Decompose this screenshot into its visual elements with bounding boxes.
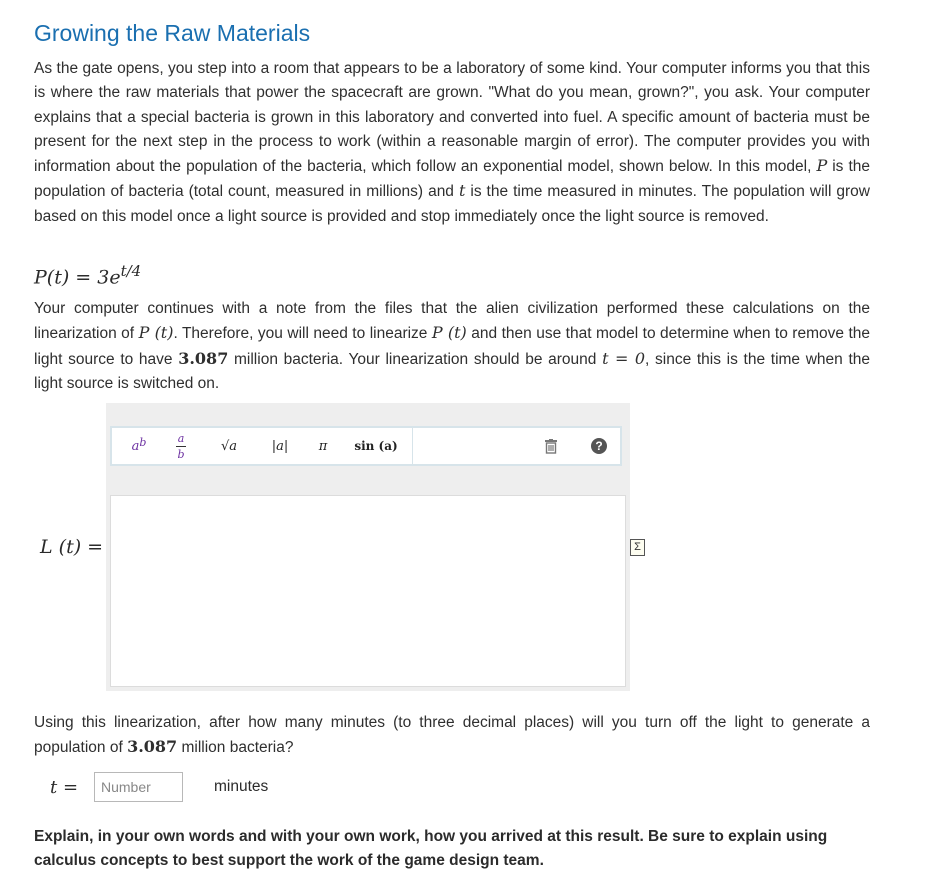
note-math-4: t = 0 bbox=[602, 348, 646, 368]
intro-var-p: P bbox=[816, 156, 828, 176]
note-text-5: , since this is the time when the light source is switched on. bbox=[34, 350, 871, 392]
fraction-button[interactable] bbox=[166, 430, 196, 462]
fraction-den: b bbox=[177, 447, 185, 461]
math-toolbar bbox=[110, 426, 622, 466]
explain-instructions: Explain, in your own words and with your own work, how you arrived at this result. Be sure to explain using calculus concepts to best support the work of the game design team. bbox=[34, 828, 828, 870]
abs-label: |a| bbox=[271, 438, 289, 454]
fraction-bar bbox=[176, 446, 186, 447]
help-button[interactable] bbox=[586, 430, 612, 462]
trash-button[interactable] bbox=[538, 430, 564, 462]
intro-text-3: is the time measured in minutes. The population will grow based on this model once a light source is provided and stop immediately once the light source is removed. bbox=[34, 183, 870, 225]
sqrt-button[interactable] bbox=[208, 430, 250, 462]
sin-label: sin (a) bbox=[354, 439, 398, 453]
trash-icon bbox=[544, 439, 558, 454]
pi-button[interactable] bbox=[308, 430, 338, 462]
linearization-label: L (t) = bbox=[40, 536, 104, 558]
power-base: a bbox=[131, 438, 140, 454]
model-formula bbox=[34, 262, 141, 288]
linearization-input[interactable] bbox=[110, 495, 626, 687]
intro-paragraph bbox=[34, 57, 870, 229]
time-units: minutes bbox=[214, 778, 269, 795]
abs-button[interactable] bbox=[262, 430, 298, 462]
question-text-1: Using this linearization, after how many minutes (to three decimal places) will you turn off the light to generate a population of bbox=[34, 714, 870, 757]
intro-text-2: is the population of bacteria (total count, measured in millions) and bbox=[34, 158, 871, 201]
power-button[interactable] bbox=[122, 430, 156, 462]
time-input[interactable] bbox=[94, 772, 183, 802]
note-math-3: 3.087 bbox=[178, 348, 229, 368]
note-text-1: Your computer continues with a note from the files that the alien civilization performed these calculations on the linearization of bbox=[34, 300, 870, 343]
equation-preview-icon[interactable]: Σ bbox=[630, 539, 645, 556]
note-text-3: and then use that model to determine when to remove the light source to have bbox=[34, 325, 870, 368]
time-label: t = bbox=[50, 777, 79, 798]
sin-button[interactable] bbox=[348, 430, 404, 462]
question-paragraph bbox=[34, 711, 870, 761]
note-math-1: P (t) bbox=[138, 323, 174, 343]
fraction-num: a bbox=[177, 431, 185, 445]
power-exp: b bbox=[139, 435, 147, 449]
help-icon: ? bbox=[591, 438, 607, 454]
note-paragraph bbox=[34, 297, 870, 396]
formula-exponent: t/4 bbox=[120, 262, 142, 280]
note-text-2: . Therefore, you will need to linearize bbox=[173, 325, 432, 343]
intro-var-t: t bbox=[458, 181, 466, 201]
sqrt-label: √a bbox=[220, 438, 238, 454]
page-title: Growing the Raw Materials bbox=[34, 20, 311, 46]
formula-lhs: P(t) = 3e bbox=[34, 266, 121, 289]
question-math-1: 3.087 bbox=[127, 737, 178, 757]
intro-text-1: As the gate opens, you step into a room that appears to be a laboratory of some kind. Your computer informs you that this is where the raw materials that power the spacecraft are grown. "What do you mean, grown?", you ask. Your computer explains that a special bacteria is grown in this laboratory and converted into fuel. A specific amount of bacteria must be present for the next step in the process to work (within a reasonable margin of error). The computer provides you with information about the population of the bacteria, which follow an exponential model, shown below. In this model, bbox=[34, 60, 870, 176]
pi-label: π bbox=[318, 438, 328, 454]
note-text-4: million bacteria. Your linearization should be around bbox=[228, 350, 603, 368]
note-math-2: P (t) bbox=[431, 323, 467, 343]
question-text-2: million bacteria? bbox=[177, 739, 294, 757]
toolbar-divider bbox=[412, 428, 413, 464]
